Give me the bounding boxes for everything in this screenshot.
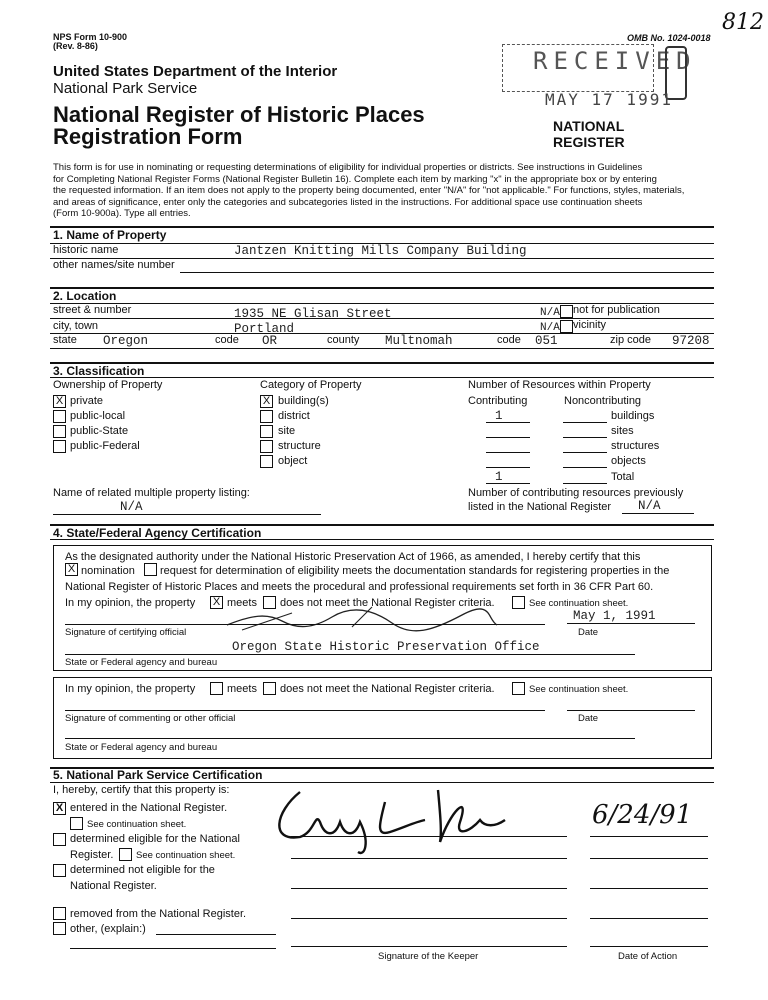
ownership-label: private xyxy=(70,395,104,407)
resource-label: objects xyxy=(611,455,646,467)
prev-listed-label2: listed in the National Register xyxy=(468,501,612,513)
sig-commenting-label: Signature of commenting or other official xyxy=(65,713,236,724)
blank-line xyxy=(622,513,694,514)
other-label: other, (explain:) xyxy=(70,923,146,935)
title-line2: Registration Form xyxy=(53,124,243,149)
det-eligible-label2: Register. xyxy=(70,849,114,861)
vicinity-checkbox[interactable] xyxy=(560,320,573,333)
other-checkbox[interactable] xyxy=(53,922,66,935)
date-line xyxy=(590,836,708,837)
state-value: Oregon xyxy=(103,334,149,348)
ownership-label: public-Federal xyxy=(70,440,140,452)
city-label: city, town xyxy=(53,320,99,332)
continuation-checkbox[interactable] xyxy=(512,596,525,609)
prev-listed-label1: Number of contributing resources previously xyxy=(468,487,684,499)
date-line xyxy=(590,946,708,947)
date-line xyxy=(567,623,695,624)
signature-line xyxy=(65,624,545,625)
ownership-private-checkbox[interactable]: X xyxy=(53,395,66,408)
continuation-label-2: See continuation sheet. xyxy=(529,684,629,695)
not-meets-label-2: does not meet the National Register criteria. xyxy=(280,683,495,695)
zip-label: zip code xyxy=(610,334,651,346)
category-header: Category of Property xyxy=(260,379,362,391)
det-eligible-label1: determined eligible for the National xyxy=(70,833,240,845)
blank-line xyxy=(486,422,530,423)
cert-line3: National Register of Historic Places and meets the procedural and professional requirements set forth in 36 CFR Part 60. xyxy=(65,581,654,593)
department: United States Department of the Interior xyxy=(53,63,338,80)
nomination-checkbox[interactable]: X xyxy=(65,563,78,576)
divider xyxy=(180,272,714,273)
date-line xyxy=(567,710,695,711)
related-listing-value: N/A xyxy=(120,500,143,514)
signature-line xyxy=(291,888,567,889)
county-code-value: 051 xyxy=(535,334,558,348)
ownership-label: public-local xyxy=(70,410,126,422)
date-line xyxy=(590,918,708,919)
category-district-checkbox[interactable] xyxy=(260,410,273,423)
blank-line xyxy=(486,437,530,438)
signature-line xyxy=(291,918,567,919)
contrib-total: 1 xyxy=(495,470,503,484)
intro-line: for Completing National Register Forms (National Register Bulletin 16). Complete each item by marking "x" in the appropriate box or by entering xyxy=(53,173,657,185)
divider xyxy=(50,539,714,540)
category-site-checkbox[interactable] xyxy=(260,425,273,438)
entered-continuation-label: See continuation sheet. xyxy=(87,819,187,830)
entered-label: entered in the National Register. xyxy=(70,802,228,814)
category-building-checkbox[interactable]: X xyxy=(260,395,273,408)
resource-label: buildings xyxy=(611,410,655,422)
title-line1: National Register of Historic Places xyxy=(53,102,425,127)
category-label: object xyxy=(278,455,308,467)
request-checkbox[interactable] xyxy=(144,563,157,576)
stamp-text: RECEIVED xyxy=(533,47,697,75)
removed-checkbox[interactable] xyxy=(53,907,66,920)
ownership-label: public-State xyxy=(70,425,129,437)
sig-certifying-label: Signature of certifying official xyxy=(65,627,187,638)
date-line xyxy=(590,888,708,889)
intro-line: This form is for use in nominating or requesting determinations of eligibility for individual properties or districts. See instructions in Guidelines xyxy=(53,162,643,173)
agency-value: Oregon State Historic Preservation Office xyxy=(232,640,540,654)
ownership-public-state-checkbox[interactable] xyxy=(53,425,66,438)
other-names-label: other names/site number xyxy=(53,259,175,271)
ownership-public-local-checkbox[interactable] xyxy=(53,410,66,423)
category-structure-checkbox[interactable] xyxy=(260,440,273,453)
certifying-signature xyxy=(222,605,502,635)
divider xyxy=(50,348,714,349)
prev-listed-value: N/A xyxy=(638,499,661,513)
category-label: structure xyxy=(278,440,321,452)
county-code-label: code xyxy=(497,334,521,346)
blank-line xyxy=(486,467,530,468)
stamp-national: NATIONAL xyxy=(553,118,625,134)
not-meets-label: does not meet the National Register criteria. xyxy=(280,597,495,609)
blank-line xyxy=(563,483,607,484)
meets-label-2: meets xyxy=(227,683,257,695)
blank-line xyxy=(486,483,530,484)
agency-label: State or Federal agency and bureau xyxy=(65,657,218,668)
hereby-label: I, hereby, certify that this property is: xyxy=(53,784,230,796)
meets-label: meets xyxy=(227,597,257,609)
blank-line xyxy=(563,422,607,423)
not-for-publication-label: not for publication xyxy=(573,304,660,316)
det-not-label2: National Register. xyxy=(70,880,157,892)
blank-line xyxy=(486,452,530,453)
intro-line: and areas of significance, enter only the categories and subcategories listed in the instructions. For additional space use continuation sheets xyxy=(53,196,643,208)
street-label: street & number xyxy=(53,304,132,316)
divider xyxy=(50,362,714,364)
ownership-public-federal-checkbox[interactable] xyxy=(53,440,66,453)
blank-line xyxy=(563,437,607,438)
keeper-signature-label: Signature of the Keeper xyxy=(378,951,479,962)
category-label: building(s) xyxy=(278,395,329,407)
meets-checkbox[interactable]: X xyxy=(210,596,223,609)
signature-line xyxy=(291,836,567,837)
county-value: Multnomah xyxy=(385,334,453,348)
intro-line: (Form 10-900a). Type all entries. xyxy=(53,208,191,219)
divider xyxy=(50,377,714,378)
divider xyxy=(50,318,714,319)
city-value: Portland xyxy=(234,322,295,336)
entered-checkbox[interactable]: X xyxy=(53,802,66,815)
opinion-label-2: In my opinion, the property xyxy=(65,683,196,695)
category-label: site xyxy=(278,425,296,437)
resource-label: Total xyxy=(611,471,635,483)
historic-name-value: Jantzen Knitting Mills Company Building xyxy=(234,244,527,258)
received-stamp xyxy=(502,44,697,92)
cert-line1: As the designated authority under the National Historic Preservation Act of 1966, as amended, I hereby certify that this xyxy=(65,551,641,563)
determined-not-eligible-checkbox[interactable] xyxy=(53,864,66,877)
state-code-value: OR xyxy=(262,334,278,348)
blank-line xyxy=(563,467,607,468)
continuation-checkbox-2[interactable] xyxy=(512,682,525,695)
stamp-register: REGISTER xyxy=(553,134,625,150)
form-number: NPS Form 10-900 xyxy=(53,32,128,42)
eligible-continuation-checkbox[interactable] xyxy=(119,848,132,861)
removed-label: removed from the National Register. xyxy=(70,908,247,920)
contrib-buildings: 1 xyxy=(495,409,503,423)
keeper-signature xyxy=(270,782,530,862)
publication-checkbox[interactable] xyxy=(560,305,573,318)
zip-value: 97208 xyxy=(672,334,710,348)
ownership-header: Ownership of Property xyxy=(53,379,163,391)
na-publication: N/A xyxy=(540,307,560,319)
resources-header: Number of Resources within Property xyxy=(468,379,651,391)
meets-checkbox-2[interactable] xyxy=(210,682,223,695)
nomination-label: nomination xyxy=(81,565,135,577)
det-not-label1: determined not eligible for the xyxy=(70,864,215,876)
county-label: county xyxy=(327,334,360,346)
eligible-continuation-label: See continuation sheet. xyxy=(136,850,236,861)
agency-line xyxy=(65,738,635,739)
noncontributing-header: Noncontributing xyxy=(564,395,642,407)
category-label: district xyxy=(278,410,310,422)
street-value: 1935 NE Glisan Street xyxy=(234,307,392,321)
opinion-label: In my opinion, the property xyxy=(65,597,196,609)
intro-line: the requested information. If an item does not apply to the property being documented, enter "N/A" for "not applicable." For functions, styles, materials, xyxy=(53,185,685,196)
category-object-checkbox[interactable] xyxy=(260,455,273,468)
signature-line xyxy=(291,946,567,947)
divider xyxy=(50,287,714,289)
intro-text xyxy=(53,162,684,220)
vicinity-label: vicinity xyxy=(573,319,607,331)
service: National Park Service xyxy=(53,80,198,97)
cert-date-value: May 1, 1991 xyxy=(573,609,656,623)
state-code-label: code xyxy=(215,334,239,346)
date-line xyxy=(590,858,708,859)
section-2-title: 2. Location xyxy=(53,289,117,303)
entered-continuation-checkbox[interactable] xyxy=(70,817,83,830)
state-label: state xyxy=(53,334,77,346)
not-meets-checkbox-2[interactable] xyxy=(263,682,276,695)
section-1-title: 1. Name of Property xyxy=(53,228,167,242)
agency-label-2: State or Federal agency and bureau xyxy=(65,742,218,753)
na-vicinity: N/A xyxy=(540,322,560,334)
date-label: Date xyxy=(578,627,599,638)
blank-line xyxy=(53,514,321,515)
date-of-action-label: Date of Action xyxy=(618,951,678,962)
signature-line xyxy=(65,710,545,711)
blank-line xyxy=(563,452,607,453)
contributing-header: Contributing xyxy=(468,395,528,407)
blank-line xyxy=(156,934,276,935)
section-5-title: 5. National Park Service Certification xyxy=(53,768,263,782)
blank-line xyxy=(70,948,276,949)
agency-line xyxy=(65,654,635,655)
section-3-title: 3. Classification xyxy=(53,364,145,378)
omb-number: OMB No. 1024-0018 xyxy=(627,33,711,43)
determined-eligible-checkbox[interactable] xyxy=(53,833,66,846)
keeper-date-value: 6/24/91 xyxy=(592,800,693,830)
resource-label: structures xyxy=(611,440,660,452)
section-4-title: 4. State/Federal Agency Certification xyxy=(53,526,262,540)
handwritten-number: 812 xyxy=(722,10,764,35)
historic-name-label: historic name xyxy=(53,244,119,256)
date-label-2: Date xyxy=(578,713,599,724)
signature-line xyxy=(291,858,567,859)
resource-label: sites xyxy=(611,425,634,437)
stamp-date: MAY 17 1991 xyxy=(545,90,673,109)
related-listing-label: Name of related multiple property listing: xyxy=(53,487,250,499)
continuation-label: See continuation sheet. xyxy=(529,598,629,609)
form-revision: (Rev. 8-86) xyxy=(53,41,98,51)
cert-line2: request for determination of eligibility meets the documentation standards for registering properties in the xyxy=(160,565,670,577)
